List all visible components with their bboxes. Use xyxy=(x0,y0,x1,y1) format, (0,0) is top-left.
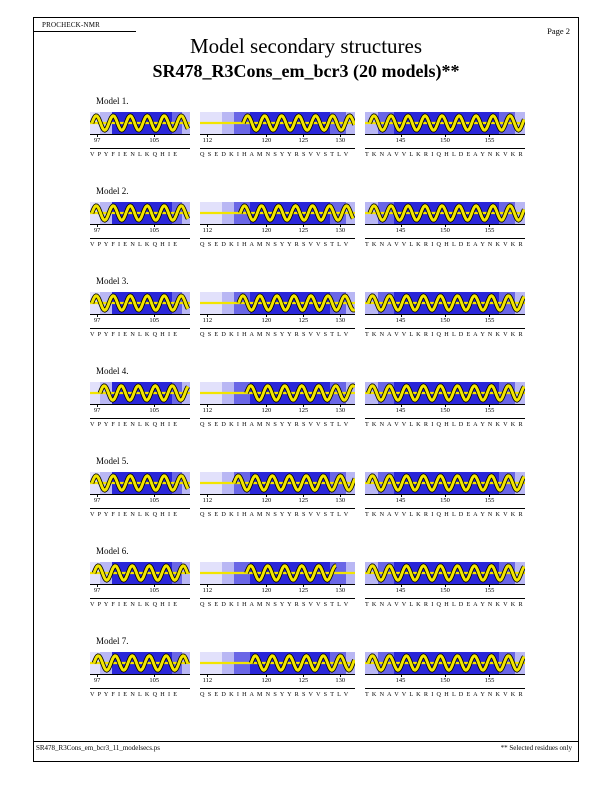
axis-tick-label: 145 xyxy=(395,497,406,504)
helix-ribbon-icon xyxy=(90,562,190,584)
axis-tick-label: 112 xyxy=(202,137,213,144)
segment-row xyxy=(60,562,560,622)
axis-tick-label: 130 xyxy=(335,227,346,234)
segment-3 xyxy=(365,472,525,518)
axis-tick-label: 125 xyxy=(298,407,309,414)
axis-tick-label: 105 xyxy=(149,317,160,324)
sequence-divider xyxy=(90,688,190,689)
helix-ribbon-icon xyxy=(200,292,355,314)
secondary-structure-band xyxy=(200,562,355,584)
residue-axis xyxy=(200,674,355,686)
segment-3 xyxy=(365,382,525,428)
segment-1 xyxy=(90,382,190,428)
sequence-divider xyxy=(200,508,355,509)
segment-2 xyxy=(200,652,355,698)
axis-tick-label: 150 xyxy=(440,497,450,504)
axis-tick-label: 155 xyxy=(484,677,495,684)
secondary-structure-band xyxy=(365,562,525,584)
residue-sequence: Q S E D K I H A M N S Y Y R S V V S T L V xyxy=(200,331,350,338)
residue-axis xyxy=(200,314,355,326)
axis-line xyxy=(90,404,190,405)
page-title: Model secondary structures xyxy=(189,34,423,58)
secondary-structure-band xyxy=(90,112,190,134)
model-block xyxy=(60,456,560,532)
axis-tick-label: 150 xyxy=(440,137,450,144)
axis-tick-label: 150 xyxy=(440,407,450,414)
axis-line xyxy=(90,134,190,135)
axis-tick-label: 120 xyxy=(261,587,272,594)
sequence-divider xyxy=(200,688,355,689)
axis-line xyxy=(90,674,190,675)
model-block xyxy=(60,636,560,712)
residue-sequence: T K N A V V L K R I Q H L D E A Y N K V K R xyxy=(365,151,524,158)
residue-axis xyxy=(90,134,190,146)
axis-tick-label: 145 xyxy=(395,407,406,414)
residue-sequence: V P Y F I E N L K Q H I E xyxy=(90,331,178,338)
axis-tick-label: 145 xyxy=(395,677,406,684)
helix-ribbon-icon xyxy=(365,382,525,404)
segment-row xyxy=(60,202,560,262)
secondary-structure-band xyxy=(200,382,355,404)
axis-line xyxy=(200,314,355,315)
segment-2 xyxy=(200,292,355,338)
axis-tick-label: 125 xyxy=(298,227,309,234)
axis-tick-label: 105 xyxy=(149,587,160,594)
residue-sequence: V P Y F I E N L K Q H I E xyxy=(90,151,178,158)
axis-tick-label: 130 xyxy=(335,317,346,324)
axis-tick-label: 125 xyxy=(298,587,309,594)
residue-sequence: V P Y F I E N L K Q H I E xyxy=(90,241,178,248)
helix-ribbon-icon xyxy=(365,292,525,314)
residue-sequence: T K N A V V L K R I Q H L D E A Y N K V K R xyxy=(365,331,524,338)
axis-line xyxy=(200,134,355,135)
secondary-structure-band xyxy=(200,202,355,224)
helix-ribbon-icon xyxy=(365,562,525,584)
segment-2 xyxy=(200,382,355,428)
segment-3 xyxy=(365,292,525,338)
residue-axis xyxy=(90,674,190,686)
helix-ribbon-icon xyxy=(90,472,190,494)
helix-ribbon-icon xyxy=(365,652,525,674)
residue-axis xyxy=(200,134,355,146)
axis-tick-label: 130 xyxy=(335,587,346,594)
axis-tick-label: 130 xyxy=(335,137,346,144)
secondary-structure-band xyxy=(365,292,525,314)
axis-line xyxy=(90,314,190,315)
helix-ribbon-icon xyxy=(365,112,525,134)
axis-tick-label: 112 xyxy=(202,407,213,414)
model-label: Model 6. xyxy=(96,546,129,556)
model-label: Model 2. xyxy=(96,186,129,196)
axis-tick-label: 120 xyxy=(261,317,272,324)
segment-1 xyxy=(90,472,190,518)
axis-tick-label: 97 xyxy=(93,497,101,504)
axis-tick-label: 105 xyxy=(149,137,160,144)
residue-axis xyxy=(365,404,525,416)
helix-ribbon-icon xyxy=(90,292,190,314)
helix-ribbon-icon xyxy=(365,202,525,224)
axis-tick-label: 125 xyxy=(298,677,309,684)
footer-divider xyxy=(34,741,578,742)
axis-tick-label: 97 xyxy=(93,317,101,324)
sequence-divider xyxy=(90,328,190,329)
sequence-divider xyxy=(200,328,355,329)
secondary-structure-band xyxy=(90,562,190,584)
segment-2 xyxy=(200,562,355,608)
segment-1 xyxy=(90,292,190,338)
sequence-divider xyxy=(365,688,525,689)
sequence-divider xyxy=(200,598,355,599)
secondary-structure-band xyxy=(365,472,525,494)
residue-sequence: T K N A V V L K R I Q H L D E A Y N K V K R xyxy=(365,511,524,518)
axis-tick-label: 112 xyxy=(202,227,213,234)
page-number: Page 2 xyxy=(547,26,570,36)
axis-line xyxy=(200,404,355,405)
residue-sequence: Q S E D K I H A M N S Y Y R S V V S T L V xyxy=(200,691,350,698)
axis-tick-label: 145 xyxy=(395,587,406,594)
sequence-divider xyxy=(365,418,525,419)
model-block xyxy=(60,186,560,262)
residue-sequence: T K N A V V L K R I Q H L D E A Y N K V K R xyxy=(365,241,524,248)
axis-tick-label: 120 xyxy=(261,227,272,234)
axis-tick-label: 150 xyxy=(440,587,450,594)
segment-2 xyxy=(200,202,355,248)
segment-1 xyxy=(90,562,190,608)
segment-row xyxy=(60,112,560,172)
axis-tick-label: 105 xyxy=(149,677,160,684)
residue-axis xyxy=(90,494,190,506)
axis-tick-label: 97 xyxy=(93,407,101,414)
model-block xyxy=(60,546,560,622)
segment-1 xyxy=(90,652,190,698)
residue-sequence: Q S E D K I H A M N S Y Y R S V V S T L V xyxy=(200,151,350,158)
segment-row xyxy=(60,472,560,532)
axis-tick-label: 145 xyxy=(395,227,406,234)
segment-1 xyxy=(90,202,190,248)
helix-ribbon-icon xyxy=(365,472,525,494)
residue-axis xyxy=(365,494,525,506)
helix-ribbon-icon xyxy=(200,112,355,134)
axis-tick-label: 112 xyxy=(202,677,213,684)
sequence-divider xyxy=(90,238,190,239)
axis-tick-label: 125 xyxy=(298,137,309,144)
secondary-structure-band xyxy=(200,472,355,494)
secondary-structure-band xyxy=(365,652,525,674)
helix-ribbon-icon xyxy=(200,562,355,584)
secondary-structure-band xyxy=(200,292,355,314)
sequence-divider xyxy=(90,598,190,599)
residue-sequence: T K N A V V L K R I Q H L D E A Y N K V K R xyxy=(365,691,524,698)
model-label: Model 1. xyxy=(96,96,129,106)
segment-3 xyxy=(365,202,525,248)
sequence-divider xyxy=(90,418,190,419)
secondary-structure-band xyxy=(90,652,190,674)
residue-axis xyxy=(90,314,190,326)
axis-tick-label: 130 xyxy=(335,677,346,684)
axis-tick-label: 125 xyxy=(298,317,309,324)
helix-ribbon-icon xyxy=(200,382,355,404)
axis-line xyxy=(200,494,355,495)
model-block xyxy=(60,96,560,172)
axis-tick-label: 112 xyxy=(202,587,213,594)
axis-line xyxy=(90,494,190,495)
residue-axis xyxy=(365,224,525,236)
axis-tick-label: 97 xyxy=(93,677,101,684)
secondary-structure-band xyxy=(365,112,525,134)
residue-axis xyxy=(365,314,525,326)
model-label: Model 4. xyxy=(96,366,129,376)
axis-tick-label: 120 xyxy=(261,677,272,684)
model-label: Model 7. xyxy=(96,636,129,646)
header-divider xyxy=(34,31,136,32)
helix-ribbon-icon xyxy=(200,652,355,674)
secondary-structure-band xyxy=(90,472,190,494)
segment-1 xyxy=(90,112,190,158)
helix-ribbon-icon xyxy=(90,112,190,134)
residue-sequence: Q S E D K I H A M N S Y Y R S V V S T L V xyxy=(200,241,350,248)
footer-note: ** Selected residues only xyxy=(500,744,572,752)
sequence-divider xyxy=(200,148,355,149)
residue-axis xyxy=(200,404,355,416)
residue-sequence: T K N A V V L K R I Q H L D E A Y N K V K R xyxy=(365,601,524,608)
sequence-divider xyxy=(200,418,355,419)
residue-axis xyxy=(200,224,355,236)
axis-tick-label: 125 xyxy=(298,497,309,504)
segment-3 xyxy=(365,112,525,158)
residue-sequence: V P Y F I E N L K Q H I E xyxy=(90,511,178,518)
secondary-structure-band xyxy=(200,652,355,674)
secondary-structure-band xyxy=(90,382,190,404)
axis-tick-label: 105 xyxy=(149,497,160,504)
residue-sequence: T K N A V V L K R I Q H L D E A Y N K V K R xyxy=(365,421,524,428)
sequence-divider xyxy=(365,148,525,149)
sequence-divider xyxy=(365,238,525,239)
axis-tick-label: 97 xyxy=(93,587,101,594)
sequence-divider xyxy=(365,598,525,599)
segment-row xyxy=(60,382,560,442)
secondary-structure-band xyxy=(365,202,525,224)
segment-2 xyxy=(200,112,355,158)
axis-tick-label: 120 xyxy=(261,407,272,414)
sequence-divider xyxy=(365,508,525,509)
axis-tick-label: 155 xyxy=(484,227,495,234)
model-label: Model 5. xyxy=(96,456,129,466)
helix-ribbon-icon xyxy=(90,652,190,674)
axis-tick-label: 120 xyxy=(261,497,272,504)
residue-axis xyxy=(90,584,190,596)
axis-tick-label: 155 xyxy=(484,497,495,504)
model-block xyxy=(60,366,560,442)
axis-tick-label: 150 xyxy=(440,677,450,684)
residue-axis xyxy=(200,494,355,506)
axis-tick-label: 155 xyxy=(484,317,495,324)
sequence-divider xyxy=(90,148,190,149)
axis-tick-label: 105 xyxy=(149,407,160,414)
helix-ribbon-icon xyxy=(200,472,355,494)
axis-tick-label: 150 xyxy=(440,317,450,324)
axis-tick-label: 145 xyxy=(395,137,406,144)
axis-tick-label: 130 xyxy=(335,497,346,504)
model-block xyxy=(60,276,560,352)
axis-tick-label: 155 xyxy=(484,407,495,414)
sequence-divider xyxy=(90,508,190,509)
sequence-divider xyxy=(365,328,525,329)
axis-tick-label: 97 xyxy=(93,137,101,144)
axis-line xyxy=(90,584,190,585)
model-label: Model 3. xyxy=(96,276,129,286)
axis-tick-label: 150 xyxy=(440,227,450,234)
helix-ribbon-icon xyxy=(90,382,190,404)
page-subtitle: SR478_R3Cons_em_bcr3 (20 models)** xyxy=(152,61,460,81)
footer-filename: SR478_R3Cons_em_bcr3_11_modelsecs.ps xyxy=(36,744,160,752)
segment-row xyxy=(60,292,560,352)
segment-row xyxy=(60,652,560,712)
axis-tick-label: 112 xyxy=(202,497,213,504)
segment-3 xyxy=(365,562,525,608)
axis-tick-label: 155 xyxy=(484,587,495,594)
helix-ribbon-icon xyxy=(90,202,190,224)
axis-tick-label: 105 xyxy=(149,227,160,234)
axis-tick-label: 112 xyxy=(202,317,213,324)
axis-line xyxy=(200,584,355,585)
axis-tick-label: 97 xyxy=(93,227,101,234)
segment-2 xyxy=(200,472,355,518)
sequence-divider xyxy=(200,238,355,239)
axis-tick-label: 120 xyxy=(261,137,272,144)
residue-sequence: Q S E D K I H A M N S Y Y R S V V S T L V xyxy=(200,421,350,428)
residue-axis xyxy=(365,674,525,686)
program-name: PROCHECK-NMR xyxy=(42,21,101,29)
residue-sequence: V P Y F I E N L K Q H I E xyxy=(90,421,178,428)
secondary-structure-band xyxy=(90,292,190,314)
residue-sequence: V P Y F I E N L K Q H I E xyxy=(90,601,178,608)
residue-axis xyxy=(365,134,525,146)
axis-tick-label: 155 xyxy=(484,137,495,144)
residue-axis xyxy=(90,224,190,236)
secondary-structure-band xyxy=(365,382,525,404)
residue-axis xyxy=(365,584,525,596)
secondary-structure-band xyxy=(90,202,190,224)
axis-line xyxy=(90,224,190,225)
segment-3 xyxy=(365,652,525,698)
residue-sequence: Q S E D K I H A M N S Y Y R S V V S T L V xyxy=(200,601,350,608)
axis-tick-label: 130 xyxy=(335,407,346,414)
helix-ribbon-icon xyxy=(200,202,355,224)
axis-line xyxy=(200,224,355,225)
residue-axis xyxy=(90,404,190,416)
residue-axis xyxy=(200,584,355,596)
residue-sequence: V P Y F I E N L K Q H I E xyxy=(90,691,178,698)
residue-sequence: Q S E D K I H A M N S Y Y R S V V S T L V xyxy=(200,511,350,518)
axis-line xyxy=(200,674,355,675)
axis-tick-label: 145 xyxy=(395,317,406,324)
secondary-structure-band xyxy=(200,112,355,134)
